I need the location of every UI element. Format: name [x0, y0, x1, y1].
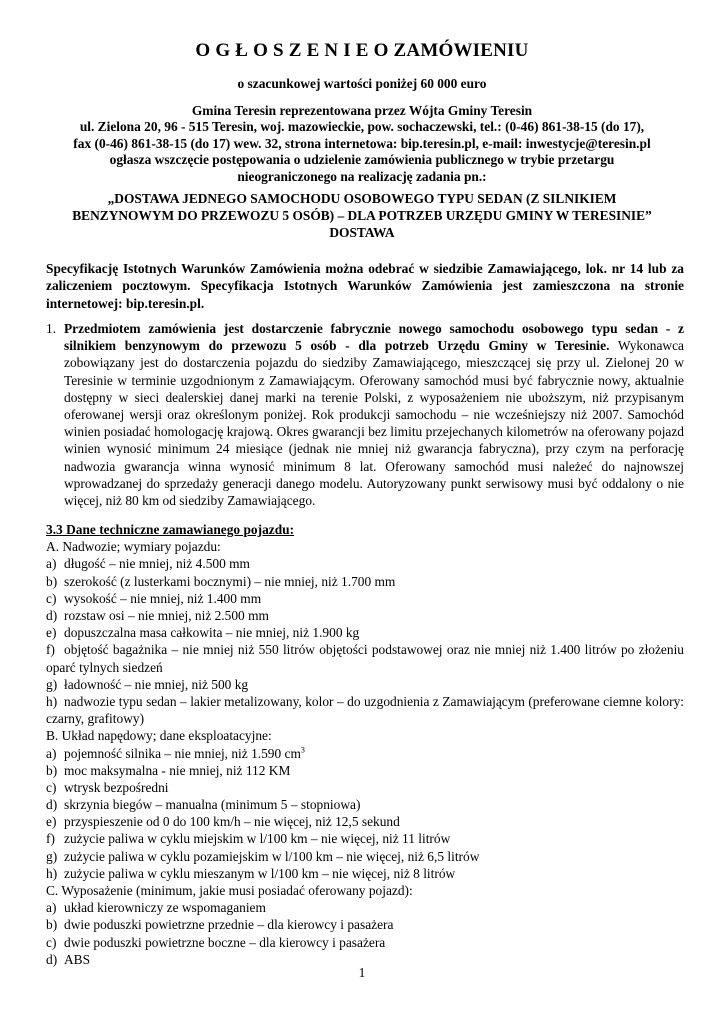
list-text: skrzynia biegów – manualna (minimum 5 – stopniowa) — [64, 797, 361, 813]
list-label: g) — [46, 676, 58, 692]
list-label: c) — [46, 934, 57, 950]
order-line: „DOSTAWA JEDNEGO SAMOCHODU OSOBOWEGO TYPU SEDAN (Z SILNIKIEM — [107, 191, 617, 206]
list-item — [46, 779, 684, 796]
item-1-body — [64, 320, 684, 509]
list-label: d) — [46, 797, 58, 813]
technical-data — [46, 521, 684, 968]
list-text: wtrysk bezpośredni — [64, 779, 169, 795]
list-item — [46, 762, 684, 779]
list-label: c) — [46, 590, 57, 606]
list-item — [46, 590, 684, 607]
list-item — [46, 607, 684, 624]
list-label: h) — [46, 693, 58, 709]
list-item — [46, 641, 684, 675]
list-text: szerokość (z lusterkami bocznymi) – nie mniej, niż 1.700 mm — [64, 573, 396, 589]
list-text: zużycie paliwa w cyklu pozamiejskim w l/100 km – nie więcej, niż 6,5 litrów — [64, 848, 480, 864]
list-text: zużycie paliwa w cyklu mieszanym w l/100 km – nie więcej, niż 8 litrów — [64, 865, 456, 881]
list-label: h) — [46, 865, 58, 881]
spec-paragraph: Specyfikację Istotnych Warunków Zamówienia można odebrać w siedzibie Zamawiającego, lok. nr 14 lub za zaliczeniem pocztowym. Specyfikacja Istotnych Warunków Zamówienia jest zamieszczona na stronie internetowej: bip.teresin.pl. — [46, 261, 684, 311]
list-item — [46, 830, 684, 847]
list-item — [46, 865, 684, 882]
list-label: a) — [46, 556, 57, 572]
list-label: d) — [46, 607, 58, 623]
header-line: fax (0-46) 861-38-15 (do 17) wew. 32, strona internetowa: bip.teresin.pl, e-mail: inwestycje@teresin.pl — [73, 135, 651, 151]
list-label: a) — [46, 900, 57, 916]
list-item — [46, 899, 684, 916]
list-text: długość – nie mniej, niż 4.500 mm — [64, 556, 250, 572]
order-title — [40, 190, 684, 241]
list-label: f) — [46, 831, 55, 847]
item-1 — [46, 320, 684, 509]
list-label: e) — [46, 814, 57, 830]
list-text: pojemność silnika – nie mniej, niż 1.590 cm — [64, 745, 301, 761]
list-item — [46, 555, 684, 572]
header-line: ul. Zielona 20, 96 - 515 Teresin, woj. mazowieckie, pow. sochaczewski, tel.: (0-46) 861-38-15 (do 17), — [79, 119, 645, 135]
item-1-bold-text: Przedmiotem zamówienia jest dostarczenie fabrycznie nowego samochodu osobowego typu sedan - z silnikiem benzynowym do przewozu 5 osób - dla potrzeb Urzędu Gminy w Teresinie. — [64, 321, 684, 354]
list-text: moc maksymalna - nie mniej, niż 112 KM — [64, 762, 291, 778]
superscript: 3 — [300, 745, 305, 755]
list-label: b) — [46, 917, 58, 933]
group-a-heading: A. Nadwozie; wymiary pojazdu: — [46, 539, 221, 555]
list-label: b) — [46, 762, 58, 778]
order-line: DOSTAWA — [329, 225, 395, 240]
list-text: wysokość – nie mniej, niż 1.400 mm — [64, 590, 262, 606]
list-label: g) — [46, 848, 58, 864]
list-label: c) — [46, 779, 57, 795]
list-text: nadwozie typu sedan – lakier metalizowany, kolor – do uzgodnienia z Zamawiającym (preferowane ciemne kolory: czarny, grafitowy) — [46, 693, 684, 727]
header-line: ogłasza wszczęcie postępowania o udzielenie zamówienia publicznego w trybie przetargu — [109, 152, 615, 168]
item-number: 1. — [46, 321, 57, 336]
subtitle: o szacunkowej wartości poniżej 60 000 euro — [237, 76, 487, 91]
list-item — [46, 693, 684, 727]
order-line: BENZYNOWYM DO PRZEWOZU 5 OSÓB) – DLA POTRZEB URZĘDU GMINY W TERESINIE” — [72, 208, 652, 223]
group-b-heading: B. Układ napędowy; dane eksploatacyjne: — [46, 728, 272, 744]
list-text: dwie poduszki powietrzne boczne – dla kierowcy i pasażera — [64, 934, 386, 950]
list-label: f) — [46, 642, 55, 658]
page-title: O G Ł O S Z E N I E O ZAMÓWIENIU — [195, 40, 529, 61]
list-text: ABS — [64, 951, 91, 967]
list-item — [46, 745, 684, 762]
list-item — [46, 676, 684, 693]
group-c-heading: C. Wyposażenie (minimum, jakie musi posiadać oferowany pojazd): — [46, 883, 413, 898]
list-label: e) — [46, 625, 57, 641]
list-item — [46, 796, 684, 813]
list-text: układ kierowniczy ze wspomaganiem — [64, 900, 266, 916]
header-block — [40, 103, 684, 185]
list-text: zużycie paliwa w cyklu miejskim w l/100 km – nie więcej, niż 11 litrów — [64, 831, 451, 847]
list-item — [46, 573, 684, 590]
list-text: dopuszczalna masa całkowita – nie mniej, niż 1.900 kg — [64, 625, 360, 641]
list-text: dwie poduszki powietrzne przednie – dla kierowcy i pasażera — [64, 917, 394, 933]
list-item — [46, 813, 684, 830]
list-item — [46, 624, 684, 641]
list-item — [46, 848, 684, 865]
list-text: rozstaw osi – nie mniej, niż 2.500 mm — [64, 607, 269, 623]
section-heading: 3.3 Dane techniczne zamawianego pojazdu: — [46, 522, 295, 537]
list-label: d) — [46, 951, 58, 967]
header-line: nieograniczonego na realizację zadania pn.: — [237, 168, 487, 184]
list-item — [46, 934, 684, 951]
page-number: 1 — [358, 965, 366, 980]
list-text: objętość bagażnika – nie mniej niż 550 litrów objętości podstawowej oraz nie mniej niż 1.400 litrów po złożeniu oparć tylnych siedzeń — [46, 642, 684, 675]
list-item — [46, 916, 684, 933]
list-label: a) — [46, 745, 57, 761]
list-text: przyspieszenie od 0 do 100 km/h – nie więcej, niż 12,5 sekund — [64, 814, 400, 830]
header-line: Gmina Teresin reprezentowana przez Wójta Gminy Teresin — [191, 103, 533, 118]
list-text: ładowność – nie mniej, niż 500 kg — [64, 676, 249, 692]
list-label: b) — [46, 573, 58, 589]
item-1-text: Wykonawca zobowiązany jest do dostarczenia pojazdu do siedziby Zamawiającego, mieszczącej się przy ul. Zielonej 20 w Teresinie w terminie uzgodnionym z Zamawiającym. Oferowany samochód musi być fabrycznie nowy, aktualnie dostępny w sieci dealerskiej danej marki na terenie Polski, z wyposażeniem nie uboższym, niż przypisanym oferowanej wersji oraz określonym poniżej. Rok produkcji samochodu – nie wcześniejszy niż 2007. Samochód winien posiadać homologację krajową. Okres gwarancji bez limitu przejechanych kilometrów na oferowany pojazd winien wynosić minimum 24 miesiące (jednak nie mniej niż gwarancja fabryczna), przy czym na perforację nadwozia gwarancja winna wynosić minimum 8 lat. Oferowany samochód musi należeć do najnowszej wprowadzanej do sprzedaży generacji danego modelu. Autoryzowany punkt serwisowy musi być oddalony o nie więcej, niż 80 km od siedziby Zamawiającego. — [64, 338, 684, 509]
